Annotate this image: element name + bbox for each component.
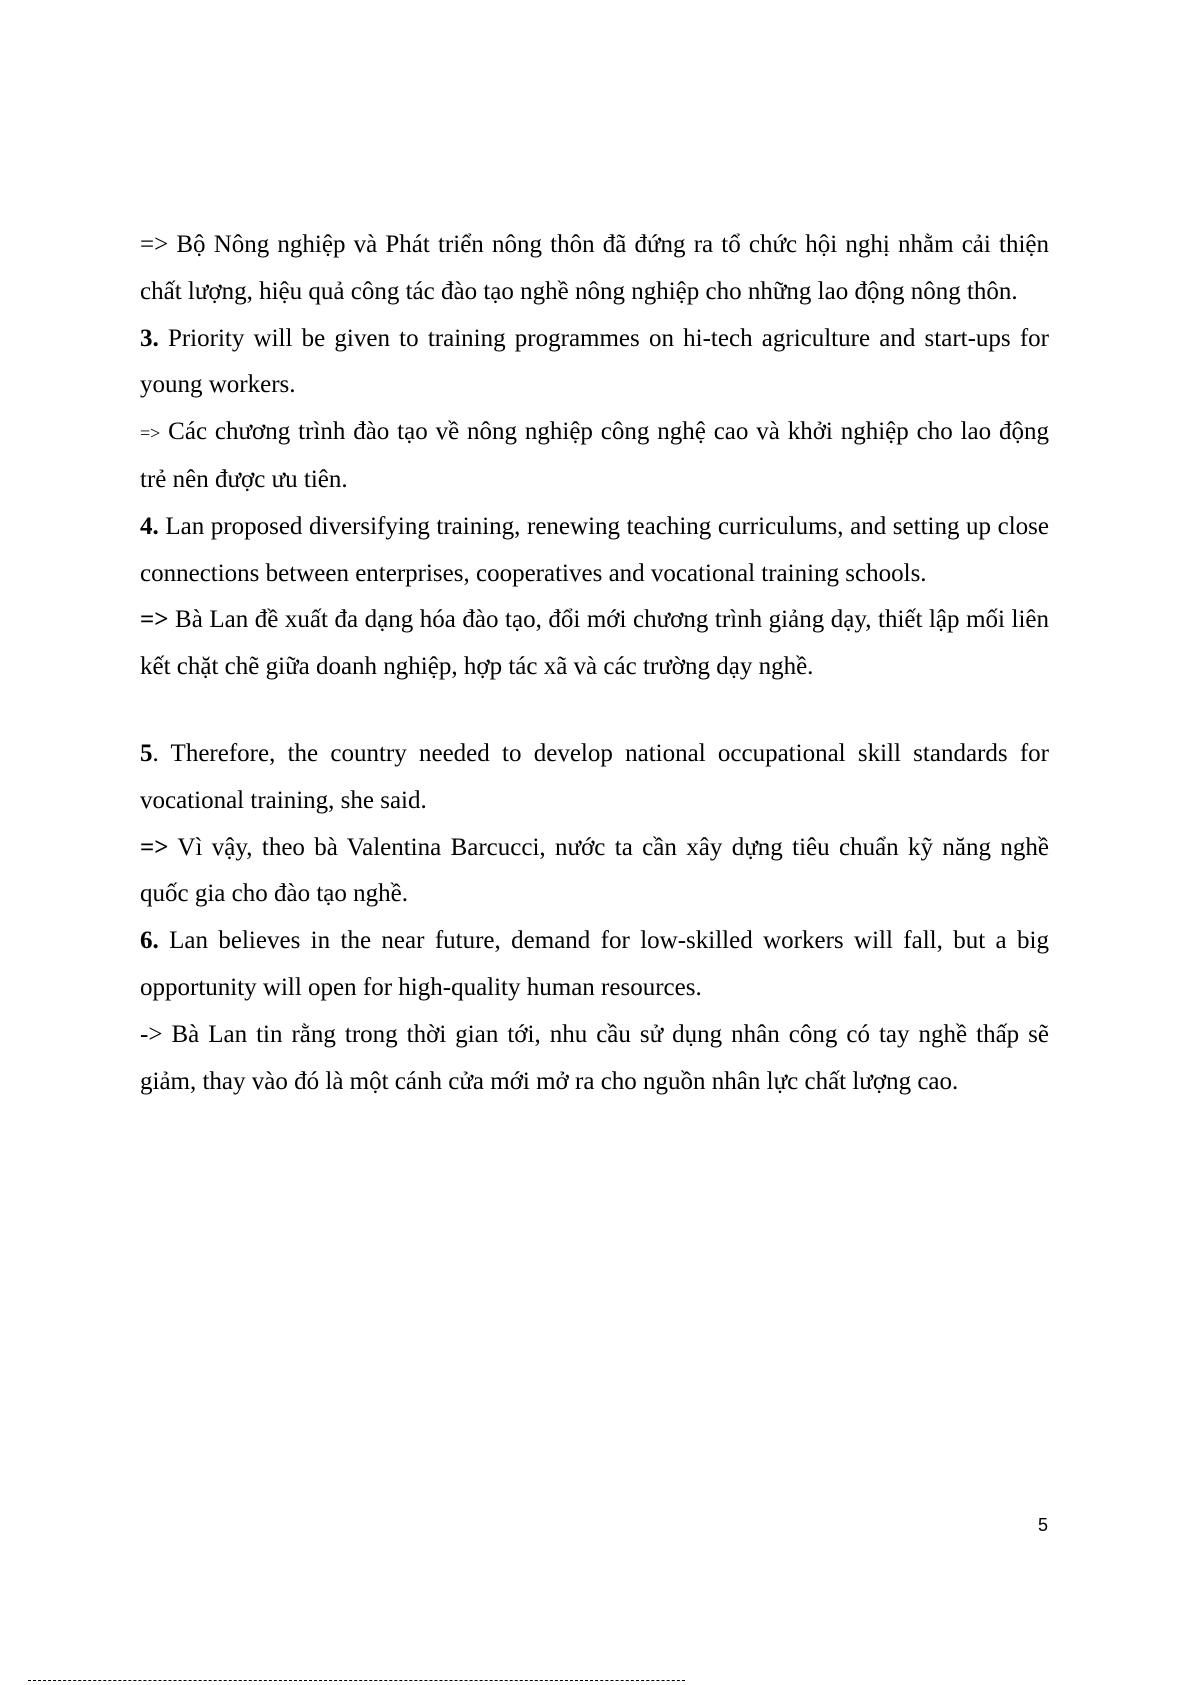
paragraph-spacer bbox=[140, 691, 1049, 731]
arrow-prefix: => bbox=[140, 231, 169, 258]
footer-divider-segment bbox=[590, 1680, 685, 1681]
sentence-number: 6. bbox=[140, 927, 159, 955]
footer-divider bbox=[28, 1680, 588, 1681]
paragraph-text: Các chương trình đào tạo về nông nghiệp công nghệ cao và khởi nghiệp cho lao động trẻ nên được ưu tiên. bbox=[140, 418, 1049, 493]
paragraph-text: Lan believes in the near future, demand for low-skilled workers will fall, but a big opportunity will open for high-quality human resources. bbox=[140, 927, 1049, 1001]
sentence-number: 3. bbox=[140, 324, 159, 352]
paragraph-text: Lan proposed diversifying training, renewing teaching curriculums, and setting up close connections between enterprises, cooperatives and vocational training schools. bbox=[140, 512, 1049, 587]
document-body bbox=[140, 222, 1049, 1105]
page-number: 5 bbox=[1038, 1515, 1049, 1535]
vietnamese-translation-5 bbox=[140, 825, 1049, 919]
vietnamese-translation-4 bbox=[140, 597, 1049, 691]
sentence-6 bbox=[140, 918, 1049, 1012]
arrow-prefix: => bbox=[140, 833, 169, 861]
arrow-prefix: => bbox=[140, 606, 169, 634]
paragraph-text: Priority will be given to training programmes on hi-tech agriculture and start-ups for young workers. bbox=[140, 324, 1049, 399]
vietnamese-translation-6 bbox=[140, 1012, 1049, 1106]
sentence-5 bbox=[140, 731, 1049, 825]
vietnamese-translation-2 bbox=[140, 222, 1049, 316]
paragraph-text: Vì vậy, theo bà Valentina Barcucci, nước ta cần xây dựng tiêu chuẩn kỹ năng nghề quốc gia cho đào tạo nghề. bbox=[140, 833, 1049, 908]
paragraph-text: . Therefore, the country needed to develop national occupational skill standards for vocational training, she said. bbox=[140, 739, 1049, 814]
sentence-3 bbox=[140, 316, 1049, 410]
vietnamese-translation-3 bbox=[140, 409, 1049, 504]
paragraph-text: Bà Lan đề xuất đa dạng hóa đào tạo, đổi mới chương trình giảng dạy, thiết lập mối liên kết chặt chẽ giữa doanh nghiệp, hợp tác xã và các trường dạy nghề. bbox=[140, 606, 1049, 681]
paragraph-text: Bộ Nông nghiệp và Phát triển nông thôn đã đứng ra tổ chức hội nghị nhằm cải thiện chất lượng, hiệu quả công tác đào tạo nghề nông nghiệp cho những lao động nông thôn. bbox=[140, 231, 1049, 305]
paragraph-text: Bà Lan tin rằng trong thời gian tới, nhu cầu sử dụng nhân công có tay nghề thấp sẽ giảm, thay vào đó là một cánh cửa mới mở ra cho nguồn nhân lực chất lượng cao. bbox=[140, 1020, 1049, 1095]
sentence-4 bbox=[140, 504, 1049, 598]
arrow-prefix: => bbox=[140, 423, 161, 444]
sentence-number: 5 bbox=[140, 739, 153, 767]
arrow-prefix: -> bbox=[140, 1020, 163, 1048]
sentence-number: 4. bbox=[140, 512, 159, 540]
